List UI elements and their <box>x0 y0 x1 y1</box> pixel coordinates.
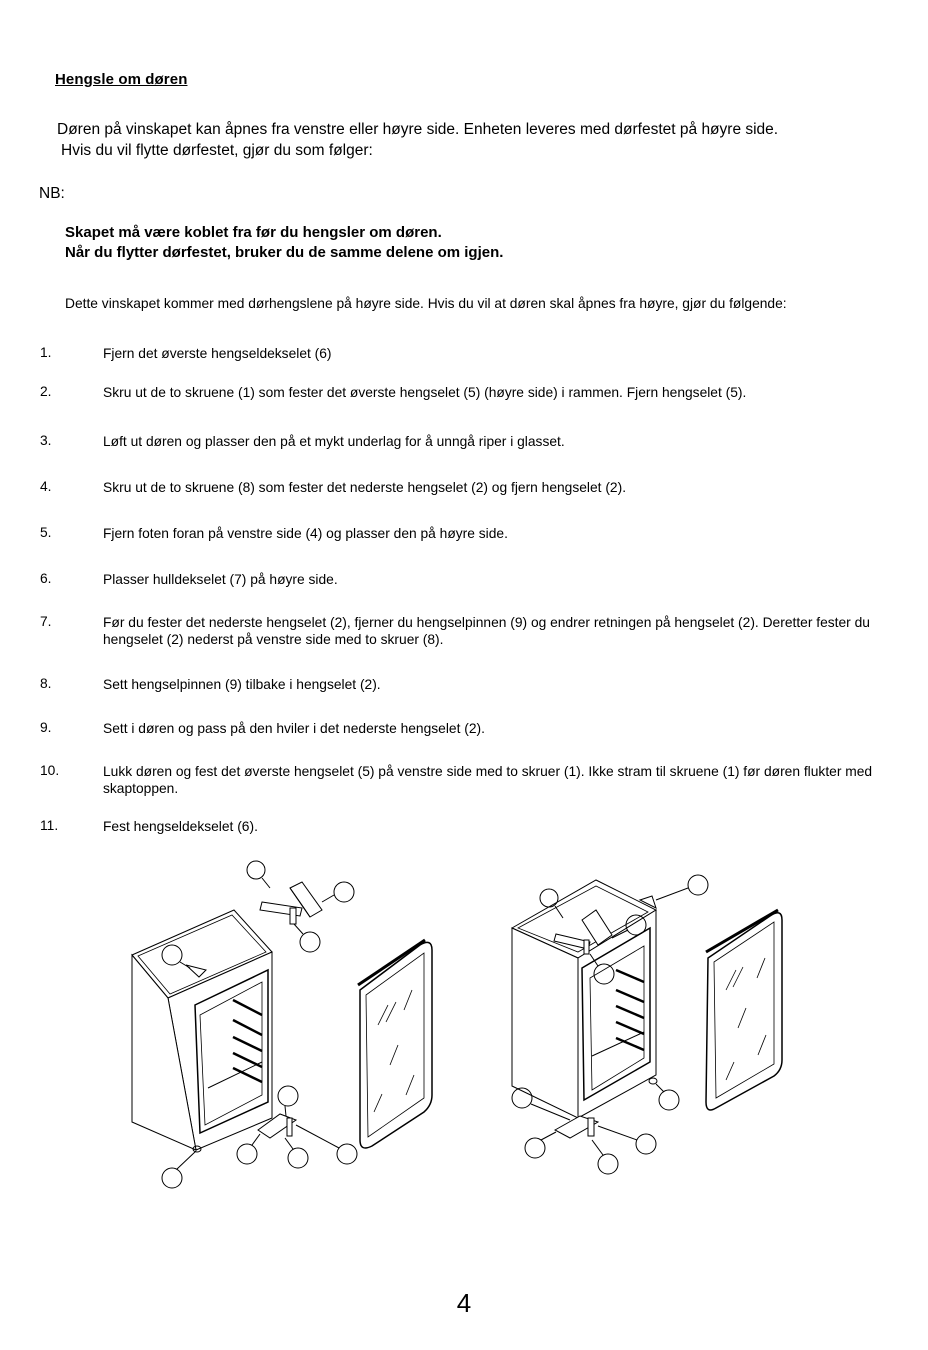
step-text: Skru ut de to skruene (8) som fester det nederste hengselet (2) og fjern hengselet (2). <box>103 480 627 495</box>
lead-paragraph: Dette vinskapet kommer med dørhengslene på høyre side. Hvis du vil at døren skal åpnes fra høyre, gjør du følgende: <box>65 296 787 311</box>
cabinet-right-illustration <box>512 875 708 1118</box>
step-number: 11. <box>40 818 59 833</box>
step-text: Skru ut de to skruene (1) som fester det øverste hengselet (5) (høyre side) i rammen. Fjern hengselet (5). <box>103 385 747 400</box>
step-number: 1. <box>40 345 52 360</box>
page-number: 4 <box>456 1288 472 1318</box>
step-number: 6. <box>40 571 52 586</box>
intro-line-1: Døren på vinskapet kan åpnes fra venstre eller høyre side. Enheten leveres med dørfestet på høyre side. <box>57 121 779 138</box>
step-number: 10. <box>40 763 60 778</box>
intro-line-2: Hvis du vil flytte dørfestet, gjør du som følger: <box>61 142 373 159</box>
warning-line-2: Når du flytter dørfestet, bruker du de samme delene om igjen. <box>65 244 504 261</box>
warning-line-1: Skapet må være koblet fra før du hengsler om døren. <box>65 224 442 241</box>
top-hinge-left <box>247 861 354 952</box>
step-number: 2. <box>40 384 52 399</box>
step-text: Løft ut døren og plasser den på et mykt underlag for å unngå riper i glasset. <box>103 434 565 449</box>
step-number: 5. <box>40 525 52 540</box>
step-text: Lukk døren og fest det øverste hengselet (5) på venstre side med to skruer (1). Ikke stram til skruene (1) før døren flukter med skaptoppen. <box>103 764 873 796</box>
door-left-illustration <box>358 940 432 1148</box>
page-title: Hengsle om døren <box>55 71 188 88</box>
step-text: Fjern foten foran på venstre side (4) og plasser den på høyre side. <box>103 526 508 541</box>
step-text: Fjern det øverste hengseldekselet (6) <box>103 346 332 361</box>
step-number: 8. <box>40 676 52 691</box>
cabinet-left-illustration <box>132 910 272 1188</box>
step-text: Plasser hulldekselet (7) på høyre side. <box>103 572 338 587</box>
step-number: 4. <box>40 479 52 494</box>
nb-label: NB: <box>39 185 65 202</box>
door-reversal-illustration <box>0 850 928 1200</box>
step-text: Før du fester det nederste hengselet (2), fjerner du hengselpinnen (9) og endrer retningen på hengselet (2). Deretter fester du hengselet (2) nederst på venstre side med to skruer (8). <box>103 615 870 647</box>
step-number: 7. <box>40 614 52 629</box>
step-number: 9. <box>40 720 52 735</box>
step-text: Fest hengseldekselet (6). <box>103 819 258 834</box>
step-number: 3. <box>40 433 52 448</box>
step-text: Sett hengselpinnen (9) tilbake i hengselet (2). <box>103 677 381 692</box>
step-text: Sett i døren og pass på den hviler i det nederste hengselet (2). <box>103 721 485 736</box>
door-right-illustration <box>706 910 782 1110</box>
